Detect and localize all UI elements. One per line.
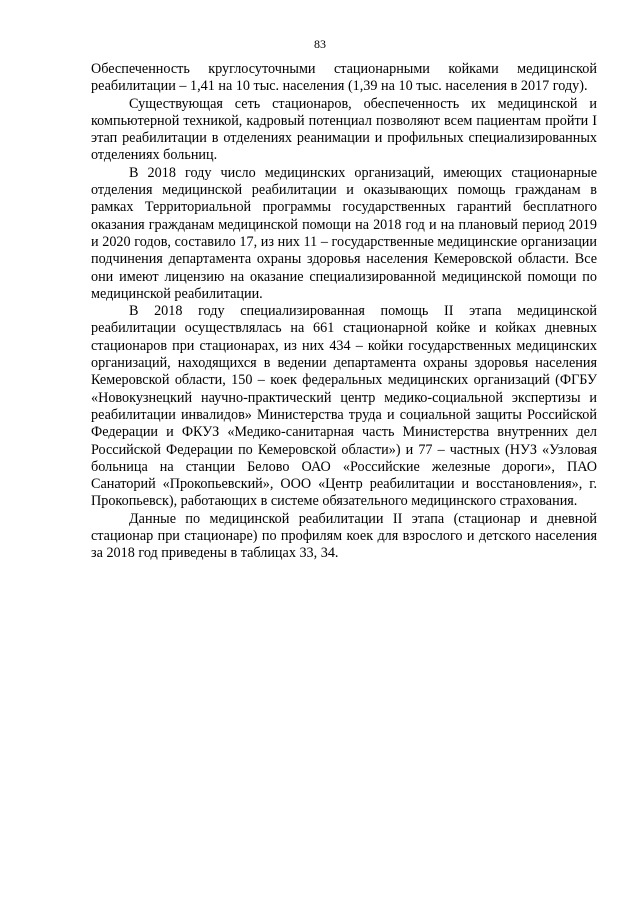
paragraph-rehab-organizations: В 2018 году число медицинских организаций, имеющих стационарные отделения медицинской реабилитации и оказывающих помощь гражданам в рамках Территориальной программы государственных гарантий бесплатного оказания гражданам медицинской помощи на 2018 год и на плановый период 2019 и 2020 годов, составило 17, из них 11 – государственные медицинские организации подчинения департамента охраны здоровья населения Кемеровской области. Все они имеют лицензию на оказание специализированной медицинской помощи по медицинской реабилитации. bbox=[91, 164, 597, 302]
paragraph-stage-two-beds: В 2018 году специализированная помощь II этапа медицинской реабилитации осуществлялась на 661 стационарной койке и койках дневных стационаров при стационарах, из них 434 – койки государственных медицинских организаций, находящихся в ведении департамента охраны здоровья населения Кемеровской области, 150 – коек федеральных медицинских организаций (ФГБУ «Новокузнецкий научно-практический центр медико-социальной экспертизы и реабилитации инвалидов» Министерства труда и социальной защиты Российской Федерации и ФКУЗ «Медико-санитарная часть Министерства внутренних дел Российской Федерации по Кемеровской области») и 77 – частных (НУЗ «Узловая больница на станции Белово ОАО «Российские железные дороги», ПАО Санаторий «Прокопьевский», ООО «Центр реабилитации и восстановления», г. Прокопьевск), работающих в системе обязательного медицинского страхования. bbox=[91, 303, 597, 510]
document-body bbox=[91, 61, 597, 563]
paragraph-hospital-network: Существующая сеть стационаров, обеспеченность их медицинской и компьютерной техникой, кадровый потенциал позволяют всем пациентам пройти I этап реабилитации в отделениях реанимации и профильных специализированных отделениях больниц. bbox=[91, 95, 597, 164]
paragraph-bed-provision: Обеспеченность круглосуточными стационарными койками медицинской реабилитации – 1,41 на 10 тыс. населения (1,39 на 10 тыс. населения в 2017 году). bbox=[91, 61, 597, 95]
paragraph-tables-reference: Данные по медицинской реабилитации II этапа (стационар и дневной стационар при стационаре) по профилям коек для взрослого и детского населения за 2018 год приведены в таблицах 33, 34. bbox=[91, 510, 597, 562]
page-number: 83 bbox=[314, 37, 326, 51]
